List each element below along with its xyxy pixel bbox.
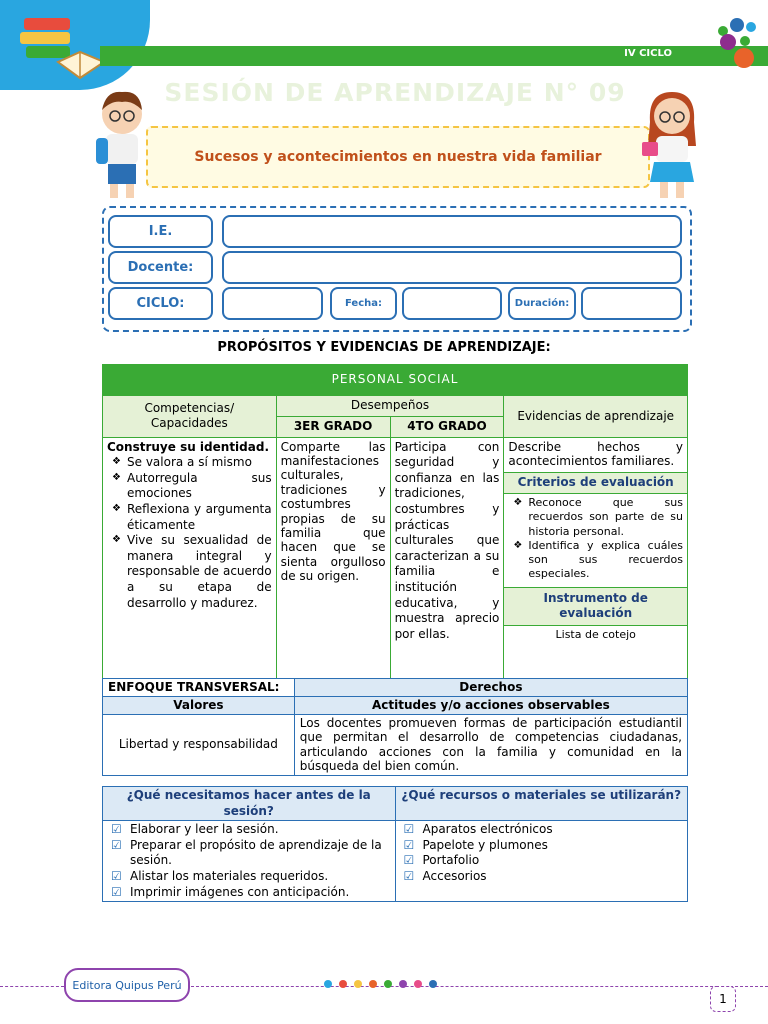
area-header: PERSONAL SOCIAL — [103, 365, 688, 396]
ie-field[interactable] — [222, 215, 682, 248]
books-icon — [18, 12, 108, 84]
footer-divider — [186, 986, 768, 987]
criterios-header: Criterios de evaluación — [504, 472, 688, 493]
learning-purposes-table — [102, 364, 688, 679]
fecha-label: Fecha: — [330, 287, 397, 320]
desempeno3-cell: Comparte las manifestaciones culturales, tradiciones y costumbres propias de su familia que hacen que se sienta orgulloso de su origen. — [276, 437, 390, 678]
session-subtitle-box — [146, 126, 650, 188]
materials-header: ¿Qué recursos o materiales se utilizarán? — [395, 787, 688, 821]
instrumento-header: Instrumento de evaluación — [504, 588, 688, 626]
preparation-table — [102, 786, 688, 902]
grade4-header: 4TO GRADO — [390, 417, 504, 438]
competencias-header: Competencias/ Capacidades — [103, 396, 277, 438]
cycle-label: IV CICLO — [624, 48, 672, 59]
competencia-cell — [103, 437, 277, 678]
before-item: ☑ Imprimir imágenes con anticipación. — [130, 885, 390, 901]
before-session-header: ¿Qué necesitamos hacer antes de la sesión? — [103, 787, 396, 821]
criterios-cell — [504, 493, 688, 587]
before-item: ☑ Preparar el propósito de aprendizaje de la sesión. — [130, 838, 390, 869]
before-item: ☑ Elaborar y leer la sesión. — [130, 822, 390, 838]
competencia-title: Construye su identidad. — [107, 439, 270, 454]
session-title: SESIÓN DE APRENDIZAJE N° 09 — [164, 78, 626, 107]
enfoque-value: Derechos — [294, 679, 687, 697]
section-heading: PROPÓSITOS Y EVIDENCIAS DE APRENDIZAJE: — [217, 340, 551, 355]
valores-header: Valores — [103, 697, 295, 715]
ciclo-field[interactable] — [222, 287, 323, 320]
desempeno4-cell: Participa con seguridad y confianza en las tradiciones, costumbres y prácticas culturales que caracterizan a su familia e institución educativa, y muestra aprecio por ellas. — [390, 437, 504, 678]
docente-label: Docente: — [108, 251, 213, 284]
before-session-cell — [103, 821, 396, 902]
material-item: ☑ Portafolio — [423, 853, 683, 869]
duracion-field[interactable] — [581, 287, 682, 320]
footer-divider — [0, 986, 64, 987]
grade3-header: 3ER GRADO — [276, 417, 390, 438]
enfoque-label: ENFOQUE TRANSVERSAL: — [103, 679, 295, 697]
valor-cell: Libertad y responsabilidad — [103, 715, 295, 776]
page-number: 1 — [710, 986, 736, 1012]
instrumento-cell: Lista de cotejo — [504, 625, 688, 678]
desempenos-header: Desempeños — [276, 396, 504, 417]
materials-cell — [395, 821, 688, 902]
material-item: ☑ Accesorios — [423, 869, 683, 885]
criterio-item: ❖ Reconoce que sus recuerdos son parte de su historia personal. — [528, 496, 683, 539]
girl-illustration — [642, 86, 698, 204]
session-subtitle: Sucesos y acontecimientos en nuestra vida familiar — [194, 149, 602, 165]
capacidad-item: ❖ Reflexiona y argumenta éticamente — [127, 502, 272, 533]
capacidad-item: ❖ Se valora a sí mismo — [127, 455, 272, 471]
evidencias-header: Evidencias de aprendizaje — [504, 396, 688, 438]
pencils-icon — [322, 976, 446, 996]
actitudes-header: Actitudes y/o acciones observables — [294, 697, 687, 715]
fecha-field[interactable] — [402, 287, 502, 320]
capacidad-item: ❖ Vive su sexualidad de manera integral y responsable de acuerdo a su etapa de desarrollo y madurez. — [127, 533, 272, 611]
material-item: ☑ Papelote y plumones — [423, 838, 683, 854]
ciclo-label: CICLO: — [108, 287, 213, 320]
duracion-label: Duración: — [508, 287, 576, 320]
capacidad-item: ❖ Autorregula sus emociones — [127, 471, 272, 502]
actitud-cell: Los docentes promueven formas de participación estudiantil que permitan el desarrollo de competencias ciudadanas, articulando acciones con la familia y comunidad en la búsqueda del bien común. — [294, 715, 687, 776]
before-item: ☑ Alistar los materiales requeridos. — [130, 869, 390, 885]
ie-label: I.E. — [108, 215, 213, 248]
criterio-item: ❖ Identifica y explica cuáles son sus recuerdos especiales. — [528, 539, 683, 582]
enfoque-table — [102, 678, 688, 776]
docente-field[interactable] — [222, 251, 682, 284]
boy-illustration — [92, 86, 148, 204]
publisher-badge: Editora Quipus Perú — [64, 968, 190, 1002]
material-item: ☑ Aparatos electrónicos — [423, 822, 683, 838]
color-dots — [716, 16, 766, 68]
evidencia-cell: Describe hechos y acontecimientos familiares. — [504, 437, 688, 472]
